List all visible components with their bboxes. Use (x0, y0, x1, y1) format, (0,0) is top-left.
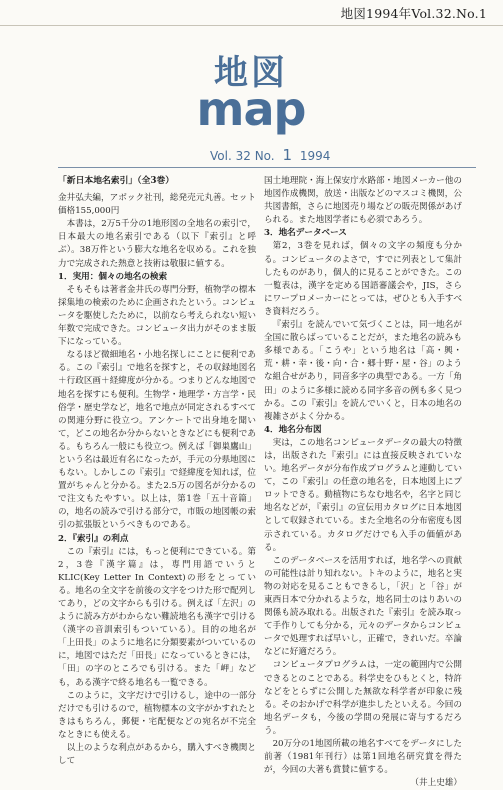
paragraph: 実は，この地名コンピュータデータの最大の特徴は，出版された『索引』には直接反映されていない。地名データが分布作成プログラムと連動していて，この『索引』の任意の地名を，日本地図上にプロットできる。動植物にちなむ地名や，名字と同じ地名などが，『索引』の宣伝用カタログに日本地図として収録されている。また全地名の分布密度も図示されている。カタログだけでも入手の価値がある。 (264, 437, 462, 553)
journal-citation: 地図1994年Vol.32.No.1 (340, 6, 487, 21)
text-column-left (58, 175, 256, 768)
issue-volume: Vol. 32 (210, 149, 251, 163)
logo-english: map (196, 82, 306, 136)
paragraph-continued: 国土地理院・海上保安庁水路部・地図メーカー他の地図作成機関，放送・出版などのマスコミ機関，公共図書館，さらに地図売り場などの販売関係があげられる。また地図学者にも必須であろう。 (264, 176, 462, 226)
divider-rule (58, 167, 476, 168)
paragraph-intro: 本書は，2万5千分の1地形図の全地名の索引で，日本最大の地名索引である（以下『索引』と呼ぶ）。38万件という膨大な地名を収める。これを独力で完成された熱意と技術は敬服に値する。 (58, 219, 256, 269)
paragraph: このように，文字だけで引けるし，途中の一部分だけでも引けるので，植物標本の文字がかすれたときはもちろん，郵便・宅配便などの宛名が不完全なときにも使える。 (58, 690, 256, 740)
paragraph: この『索引』には，もっと便利にできている。第2，3巻『漢字篇』は，専門用語でいうとKLIC(Key Letter In Context)の形をとっている。地名の全文字を前後の文字をつけた形で配列してあり，どの文字からも引ける。例えば「左沢」のように読み方がわからない難読地名も漢字で引ける（漢字の音訓索引もついている）。目的の地名が「上田長」のように地名に分類要素がついているのに，地図ではただ「田長」になっているときには，「田」の字のところでも引ける。また「岬」なども，ある漢字で終る地名も一覧できる。 (58, 546, 256, 688)
paragraph: 『索引』を読んでいて気づくことは，同一地名が全国に散らばっていることだが，また地名の読みも多様である。「こうや」という地名は「高・興・荒・耕・幸・後・向・合・郷十野・屋・谷」のような組合せがあり，同音多字の典型である。一方「角田」のように多様に読める同字多音の例も多く見つかる。この『索引』を読んでいくと，日本の地名の複雑さがよく分かる。 (264, 320, 462, 422)
paragraph: 以上のような利点があるから，購入すべき機関として (58, 743, 256, 767)
paragraph: このデータベースを活用すれば，地名学への貢献の可能性は計り知れない。トキのように，地名と実物の対応を見ることもできるし，「沢」と「谷」が東西日本で分かれるような，地名同士のはりあいの関係も読み取れる。出版された『索引』を読み取って手作りしても分かる，元々のデータからコンピュータで処理すれば早いし，正確で，きれいだ。卒論などに好適だろう。 (264, 555, 462, 658)
issue-number-label: No. (254, 149, 275, 163)
paragraph: 第2，3巻を見れば，個々の文字の頻度も分かる。コンピュータのよさで，すでに列表として集計したものがあり，個人的に見ることができた。この一覧表は，漢字を定める国語審議会や，JIS，さらにワープロメーカーにとっては，ぜひとも入手すべき資料だろう。 (264, 241, 462, 317)
logo-japanese: 地図 (214, 53, 288, 93)
issue-line (210, 146, 330, 164)
paragraph: なるほど微細地名・小地名探しにことに便利である。この『索引』で地名を探すと，その収録地図名＋行政区画＋経緯度が分かる。つまりどんな地図で地名を探すにも便利。生物学・地理学・方言学・民俗学・歴史学など，地名で地点が同定されるすべての関連分野に役立つ。アンケートで出身地を聞いて，どこの地名か分からないときなどにも便利である。もちろん一般にも役立つ。例えば「御巣鷹山」という名は最近有名になったが，手元の分県地図にもない。しかしこの『索引』で経緯度を知れば，位置がちゃんと分かる。また2.5万の図名が分かるので注文もたやすい。以上は，第1巻「五十音篇」の，地名の読みで引ける部分で，市販の地図帳の索引の拡張版というべきものである。 (58, 350, 256, 531)
issue-year: 1994 (299, 149, 331, 163)
section-heading-2: 2．『索引』の利点 (58, 533, 129, 544)
issue-number: 1 (282, 146, 292, 164)
section-heading-4: 4．地名分布図 (264, 424, 322, 435)
section-heading-3: 3．地名データベース (264, 228, 347, 239)
author-signature: （井上史雄） (410, 778, 462, 789)
section-heading-1: 1．実用：個々の地名の検索 (58, 271, 168, 282)
paragraph: コンピュータプログラムは，一定の範囲内で公開できるとのことである。科学史をひもとくと，特許などをとらずに公開した無欲な科学者が印象に残る。そのおかげで科学が進歩したといえる。今回の地名データも，今後の学問の発展に寄与するだろう。 (264, 660, 462, 736)
book-title: 「新日本地名索引」（全3巻） (58, 176, 175, 186)
book-publisher: 金井弘夫編，アボック社刊，総発売元丸善。セット価格155,000円 (58, 193, 256, 217)
paragraph: 20万分の1地図所載の地名すべてをデータにした前著（1981年刊行）は第1回地名研究賞を得たが，今回の大著も賞賛に値する。 (264, 739, 462, 776)
text-column-right (264, 175, 462, 790)
paragraph: そもそもは著者金井氏の専門分野，植物学の標本採集地の検索のために企画されたという。コンピュータを駆使したために，以前なら考えられない短い年数で完成できた。コンピュータ出力がそのまま版下になっている。 (58, 284, 256, 348)
journal-logo (196, 53, 306, 136)
